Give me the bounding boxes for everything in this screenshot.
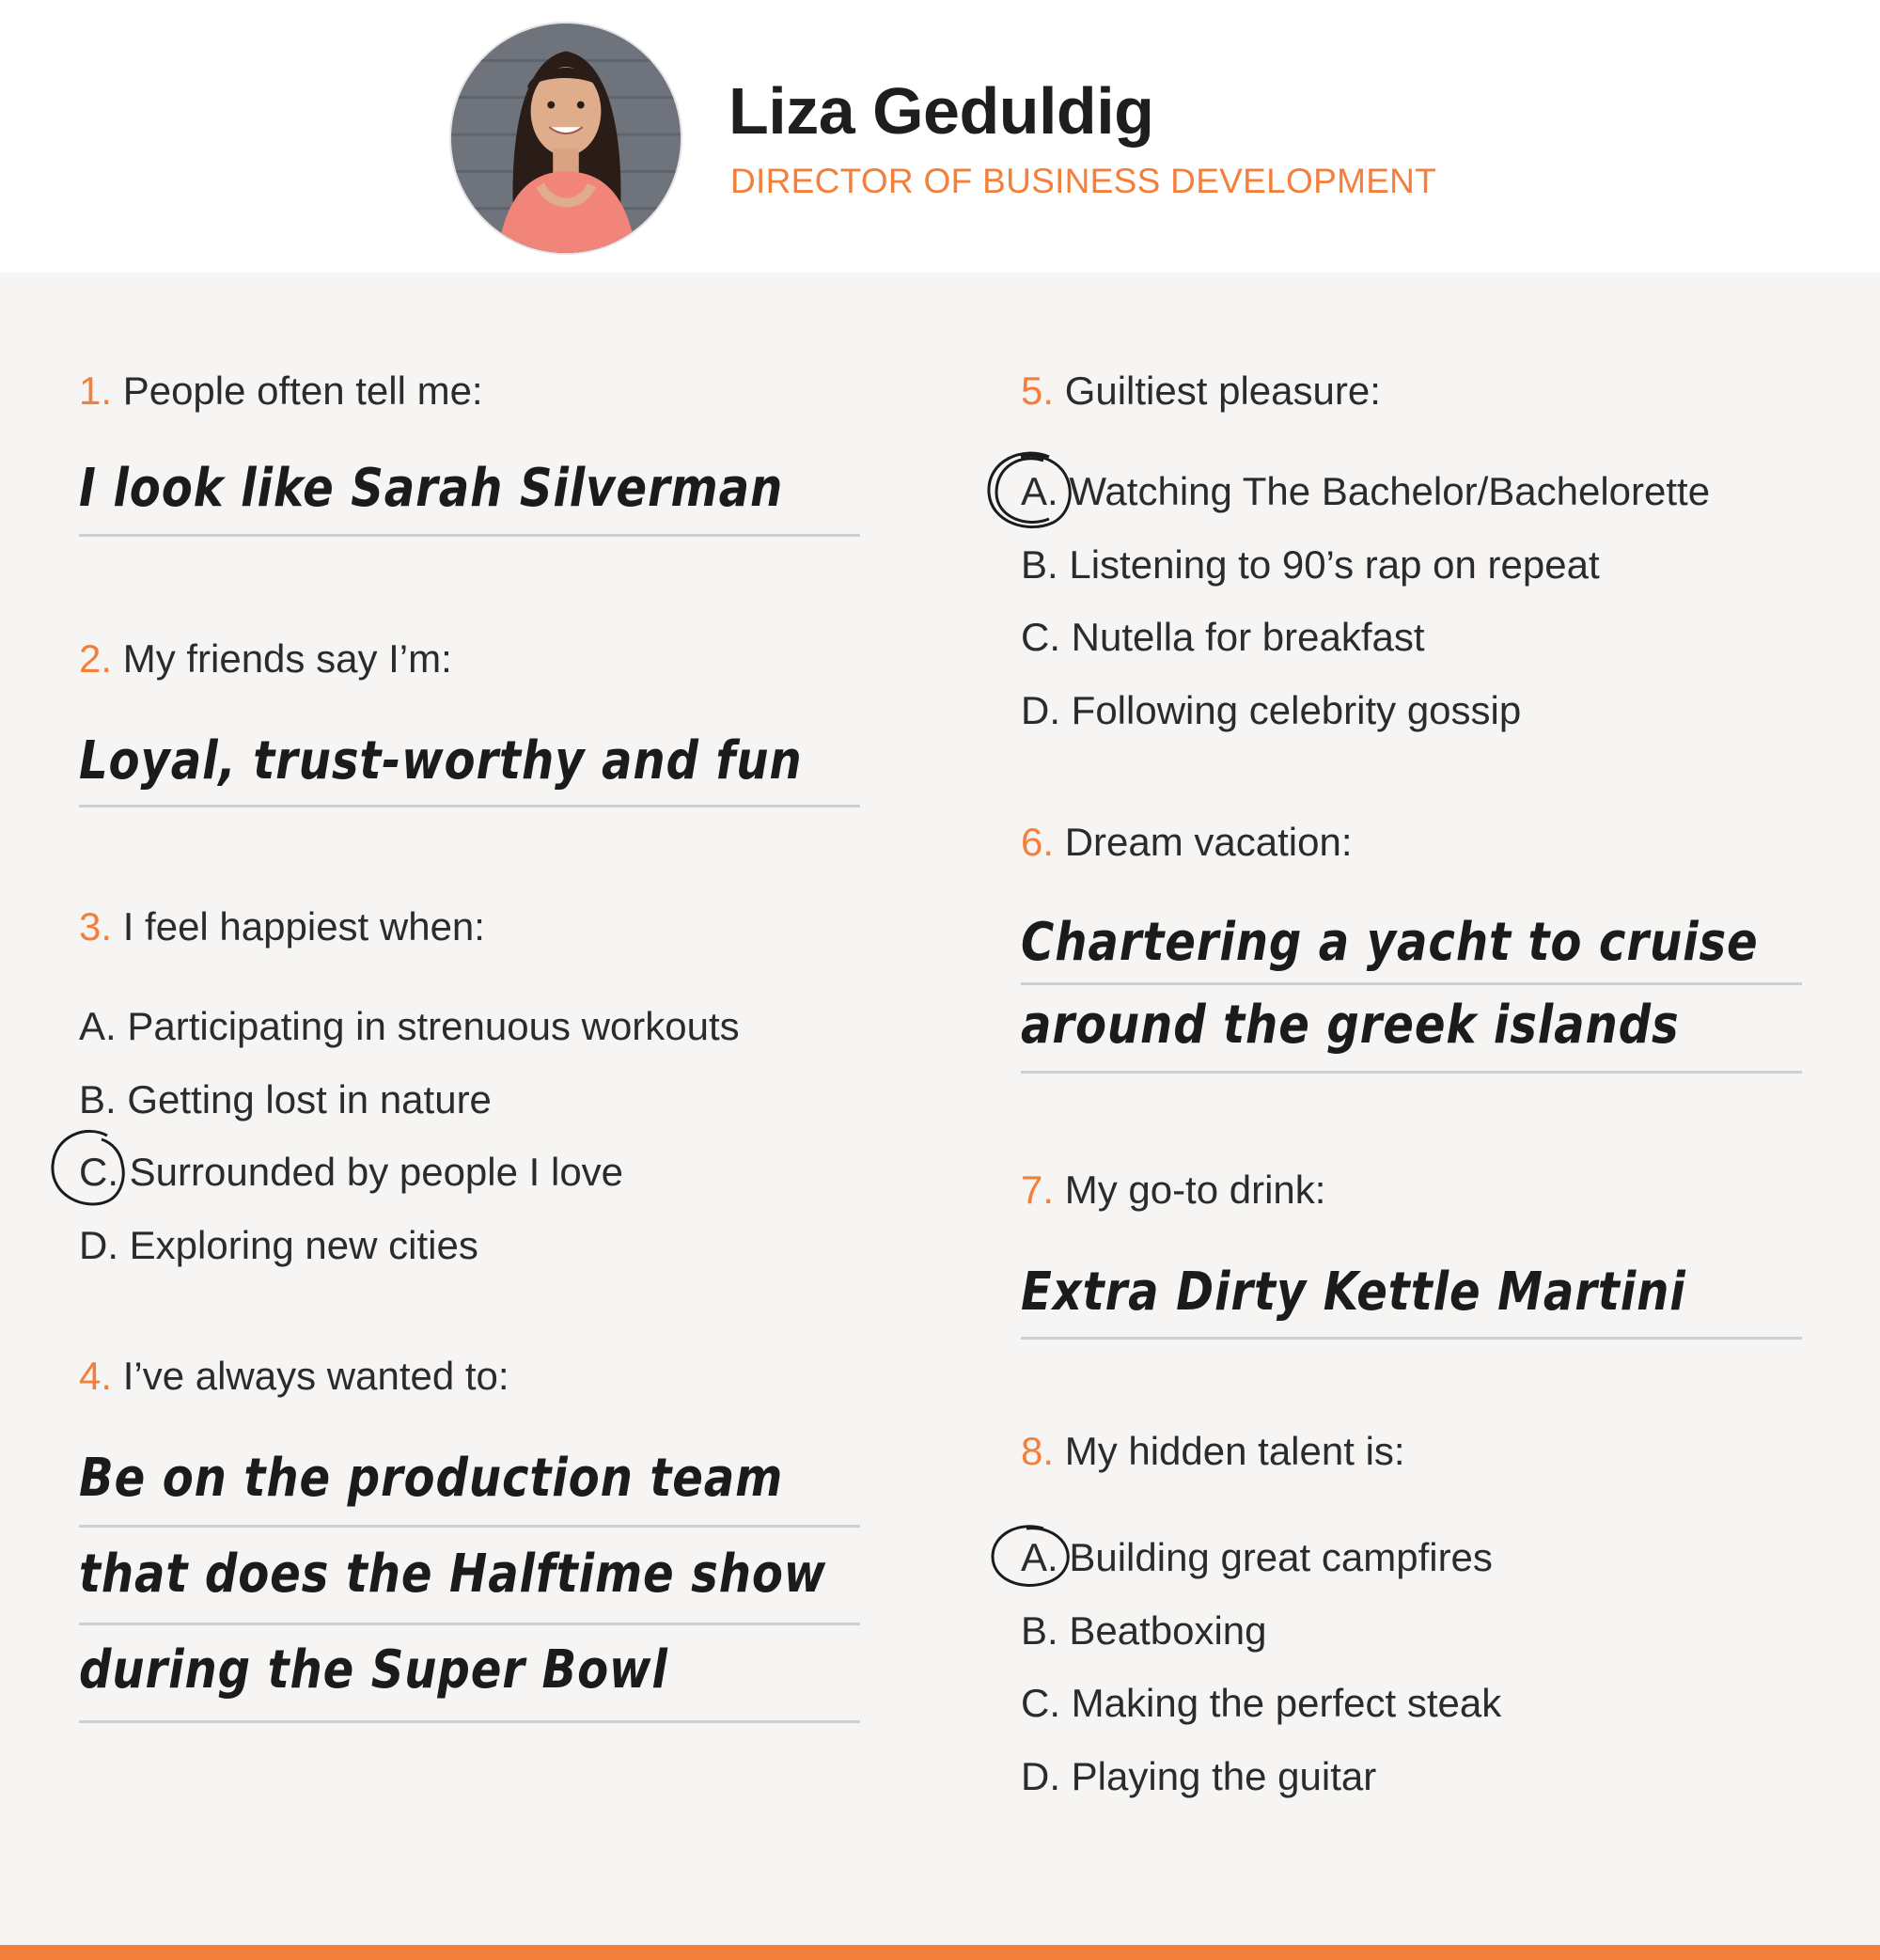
question-prompt: My hidden talent is: xyxy=(1064,1429,1405,1473)
handwritten-answer: I look like Sarah Silverman xyxy=(79,458,784,519)
answer-line xyxy=(1021,1337,1802,1340)
question-prompt: Guiltiest pleasure: xyxy=(1064,368,1381,413)
question-number: 2. xyxy=(79,636,113,681)
handwritten-answer: around the greek islands xyxy=(1021,995,1680,1056)
question-7 xyxy=(1021,1168,1325,1213)
footer-accent-bar xyxy=(0,1945,1880,1960)
option-a[interactable]: A. Participating in strenuous workouts xyxy=(79,1004,740,1048)
handwritten-answer: that does the Halftime show xyxy=(79,1544,827,1605)
answer-line xyxy=(79,1525,860,1528)
answer-line xyxy=(79,1720,860,1723)
option-d[interactable]: D. Following celebrity gossip xyxy=(1021,688,1522,732)
profile-header xyxy=(0,0,1880,273)
answer-line xyxy=(1021,1071,1802,1074)
question-prompt: Dream vacation: xyxy=(1064,820,1353,864)
answer-line xyxy=(79,534,860,537)
question-4 xyxy=(79,1354,509,1399)
option-c[interactable]: C. Nutella for breakfast xyxy=(1021,615,1425,659)
question-prompt: People often tell me: xyxy=(122,368,483,413)
question-number: 1. xyxy=(79,368,113,413)
question-5 xyxy=(1021,368,1381,414)
option-b[interactable]: B. Getting lost in nature xyxy=(79,1077,492,1121)
question-8 xyxy=(1021,1429,1405,1474)
option-d[interactable]: D. Playing the guitar xyxy=(1021,1754,1377,1798)
question-3 xyxy=(79,904,485,949)
question-6 xyxy=(1021,820,1353,865)
question-2 xyxy=(79,636,452,682)
question-prompt: My go-to drink: xyxy=(1064,1168,1326,1212)
handwritten-answer: Be on the production team xyxy=(79,1448,784,1509)
question-prompt: My friends say I’m: xyxy=(122,636,452,681)
option-c[interactable]: C. Surrounded by people I love xyxy=(79,1150,624,1194)
profile-job-title: DIRECTOR OF BUSINESS DEVELOPMENT xyxy=(730,162,1437,200)
question-number: 3. xyxy=(79,904,113,949)
question-number: 5. xyxy=(1021,368,1055,413)
handwritten-answer: Extra Dirty Kettle Martini xyxy=(1021,1262,1686,1323)
handwritten-answer: during the Super Bowl xyxy=(79,1639,668,1701)
handwritten-answer: Loyal, trust-worthy and fun xyxy=(79,730,803,792)
answer-line xyxy=(79,1623,860,1625)
question-number: 7. xyxy=(1021,1168,1055,1212)
handwritten-answer: Chartering a yacht to cruise xyxy=(1021,912,1759,973)
avatar-portrait xyxy=(451,24,681,253)
answer-line xyxy=(79,805,860,808)
profile-name: Liza Geduldig xyxy=(728,74,1154,148)
question-number: 6. xyxy=(1021,820,1055,864)
question-number: 4. xyxy=(79,1354,113,1398)
answer-line xyxy=(1021,982,1802,985)
option-a[interactable]: A. Watching The Bachelor/Bachelorette xyxy=(1021,469,1711,513)
option-b[interactable]: B. Beatboxing xyxy=(1021,1608,1267,1653)
option-c[interactable]: C. Making the perfect steak xyxy=(1021,1681,1502,1725)
option-a[interactable]: A. Building great campfires xyxy=(1021,1535,1493,1579)
question-prompt: I feel happiest when: xyxy=(122,904,485,949)
question-prompt: I’ve always wanted to: xyxy=(122,1354,509,1398)
option-b[interactable]: B. Listening to 90’s rap on repeat xyxy=(1021,542,1600,587)
question-1 xyxy=(79,368,483,414)
option-d[interactable]: D. Exploring new cities xyxy=(79,1223,478,1267)
question-number: 8. xyxy=(1021,1429,1055,1473)
profile-photo xyxy=(449,22,682,255)
